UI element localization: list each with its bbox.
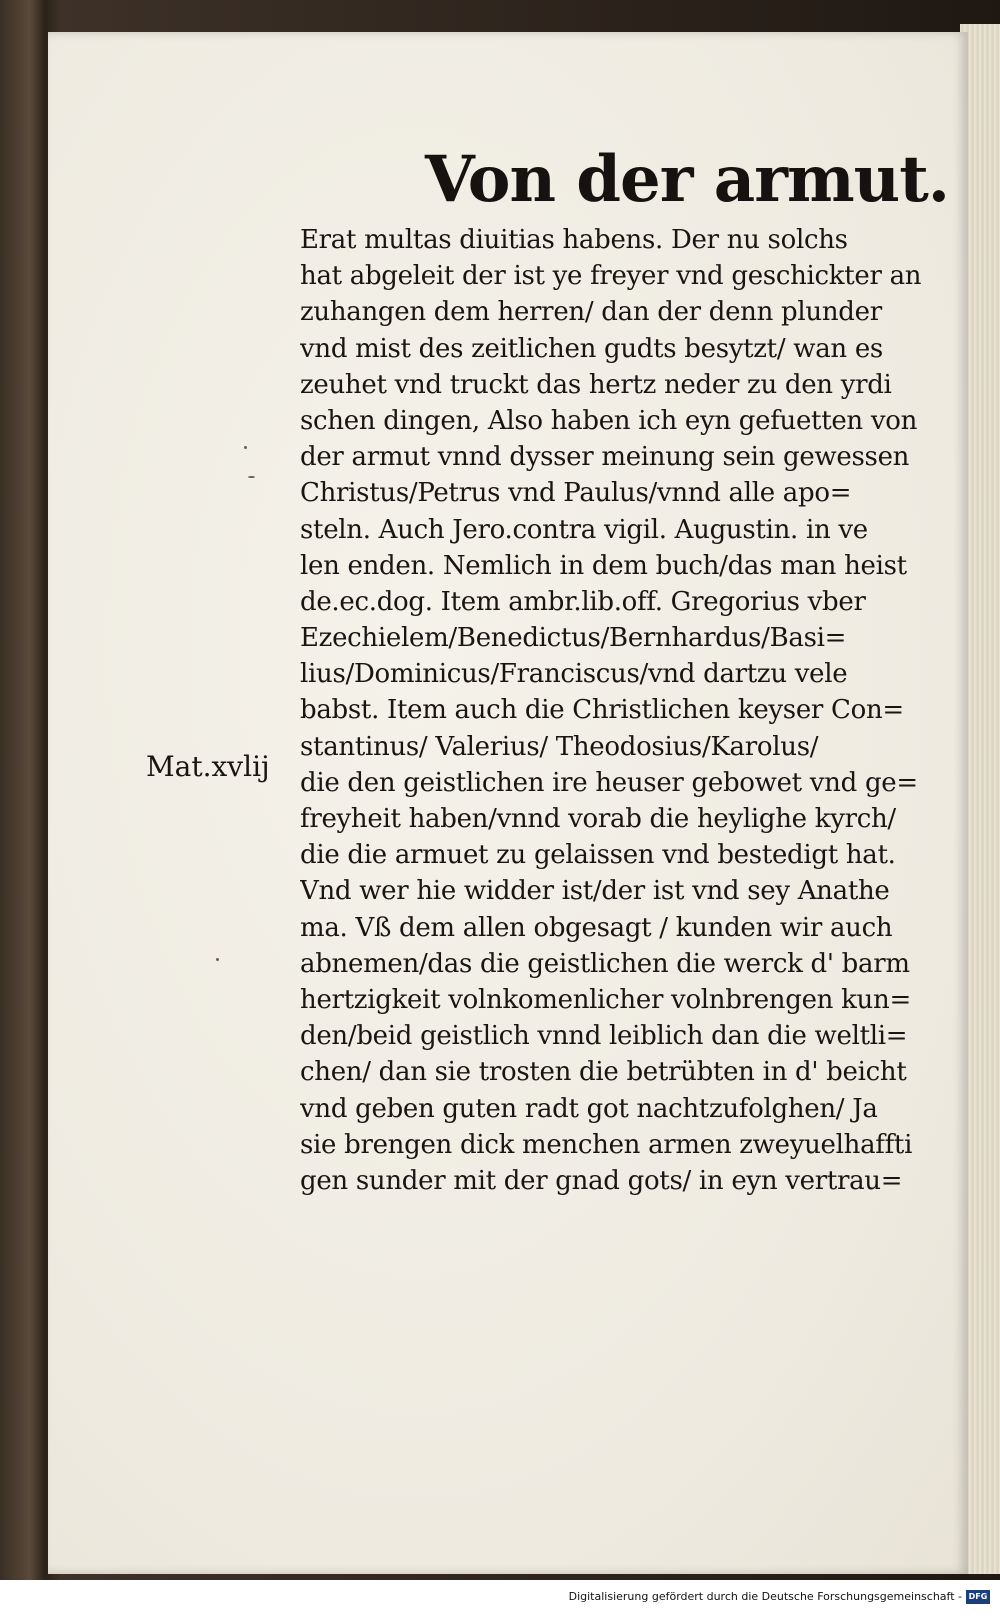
- text-line: zeuhet vnd truckt das hertz neder zu den yrdi: [300, 369, 892, 400]
- page-title: Von der armut.: [425, 142, 950, 217]
- text-line: lius/Dominicus/Franciscus/vnd dartzu vele: [300, 659, 848, 690]
- text-line: freyheit haben/vnnd vorab die heylighe kyrch/: [300, 804, 896, 834]
- text-line: chen/ dan sie trosten die betrübten in d' beicht: [300, 1057, 907, 1088]
- text-line: ma. Vß dem allen obgesagt / kunden wir auch: [300, 912, 893, 943]
- text-line: babst. Item auch die Christlichen keyser Con=: [300, 695, 904, 726]
- text-line: Vnd wer hie widder ist/der ist vnd sey Anathe: [300, 876, 890, 907]
- funding-credit: Digitalisierung gefördert durch die Deutsche Forschungsgemeinschaft -: [568, 1590, 962, 1603]
- text-line: sie brengen dick menchen armen zweyuelhaffti: [300, 1129, 913, 1160]
- text-line: der armut vnnd dysser meinung sein gewessen: [300, 442, 910, 473]
- text-line: abnemen/das die geistlichen die werck d' barm: [300, 948, 910, 979]
- body-text: [300, 222, 950, 1199]
- text-line: schen dingen, Also haben ich eyn gefuetten von: [300, 405, 918, 436]
- text-line: vnd geben guten radt got nachtzufolghen/ Ja: [300, 1093, 878, 1124]
- ink-speck: [216, 958, 219, 961]
- footer-bar: [0, 1580, 1000, 1624]
- text-line: zuhangen dem herren/ dan der denn plunder: [300, 297, 882, 328]
- text-line: Ezechielem/Benedictus/Bernhardus/Basi=: [300, 623, 847, 654]
- text-line: den/beid geistlich vnnd leiblich dan die weltli=: [300, 1021, 908, 1052]
- text-line: vnd mist des zeitlichen gudts besytzt/ wan es: [300, 333, 883, 364]
- text-line: steln. Auch Jero.contra vigil. Augustin. in ve: [300, 514, 868, 545]
- ink-speck: [248, 476, 255, 478]
- text-line: hertzigkeit volnkomenlicher volnbrengen kun=: [300, 984, 911, 1015]
- text-line: die die armuet zu gelaissen vnd bestedigt hat.: [300, 840, 896, 871]
- text-line: Christus/Petrus vnd Paulus/vnnd alle apo=: [300, 478, 852, 509]
- marginal-note: Mat.xvlij: [146, 750, 270, 783]
- text-line: de.ec.dog. Item ambr.lib.off. Gregorius vber: [300, 586, 866, 617]
- text-line: len enden. Nemlich in dem buch/das man heist: [300, 550, 907, 581]
- text-line: hat abgeleit der ist ye freyer vnd geschickter an: [300, 261, 922, 292]
- text-line: die den geistlichen ire heuser gebowet vnd ge=: [300, 767, 918, 798]
- dfg-logo: DFG: [966, 1590, 990, 1604]
- text-line: stantinus/ Valerius/ Theodosius/Karolus/: [300, 731, 819, 762]
- text-line: gen sunder mit der gnad gots/ in eyn vertrau=: [300, 1165, 903, 1196]
- ink-speck: [244, 446, 247, 449]
- text-line: Erat multas diuitias habens. Der nu solchs: [300, 225, 848, 255]
